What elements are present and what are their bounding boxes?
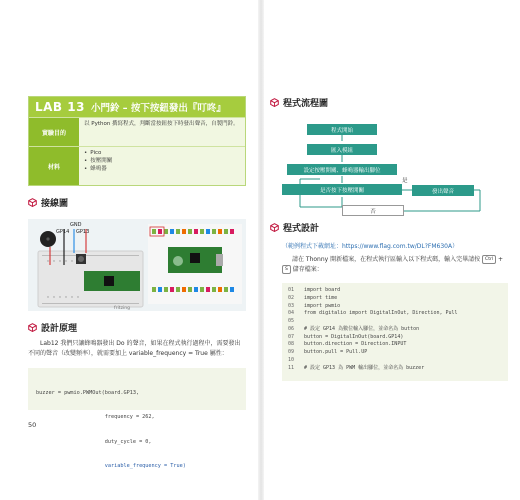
line-number: 08 [288, 341, 295, 348]
material-item: • Pico [84, 150, 240, 158]
design-title: 程式設計 [283, 224, 320, 234]
line-text: button = DigitalInOut(board.GP14) [304, 333, 404, 340]
lab-title-bar [29, 97, 245, 117]
line-number: 09 [288, 349, 295, 355]
code-row [288, 287, 502, 295]
line-number: 04 [288, 310, 295, 317]
lab-goal-text: 以 Python 撰寫程式，判斷當按鈕按下時發出聲音，自製門鈴。 [79, 118, 245, 146]
flow-node-sound: 發出聲音 [412, 185, 474, 196]
code-row [288, 318, 502, 326]
instruction-text: 請在 Thonny 開新檔案，在程式執行區輸入以下程式碼，輸入完畢請按 [292, 256, 481, 263]
material-item: • 按壓開關 [84, 158, 240, 166]
flow-node-decision: 是否按下按壓開關 [282, 184, 402, 195]
line-number: 01 [288, 287, 295, 293]
code-row [288, 310, 502, 318]
line-text: # 設定 GP14 為數位輸入腳位，並命名為 button [304, 325, 420, 332]
key-ctrl: Ctrl [482, 255, 496, 264]
lab-materials-row [29, 146, 245, 185]
code-row [288, 357, 502, 365]
wiring-title: 接線圖 [41, 199, 69, 209]
key-plus: + [497, 256, 504, 263]
flow-yes-label: 是 [402, 178, 408, 184]
line-number: 05 [288, 318, 295, 324]
cube-icon [270, 223, 279, 232]
line-number: 10 [288, 356, 295, 363]
code-line: variable_frequency = True) [36, 462, 186, 469]
principle-title: 設計原理 [41, 324, 78, 334]
wiring-diagram [28, 219, 246, 311]
design-section-title [270, 221, 319, 234]
lab-goal-label: 實驗目的 [29, 118, 79, 146]
code-line: buzzer = pwmio.PWMOut(board.GP13, [36, 390, 140, 397]
cube-icon [28, 323, 37, 332]
line-text: import pwmio [304, 302, 341, 309]
code-row [288, 326, 502, 334]
flow-node-start: 程式開始 [307, 124, 377, 135]
cube-icon [270, 98, 279, 107]
code-row [288, 334, 502, 342]
flowchart [280, 115, 510, 215]
principle-section-title [28, 321, 77, 334]
material-item: • 蜂鳴器 [84, 166, 240, 174]
key-s: S [282, 265, 291, 274]
fritzing-label: fritzing [114, 306, 131, 311]
save-text: 儲存檔案： [292, 265, 323, 273]
lab-name: 小門鈴 – 按下按鈕發出『叮咚』 [90, 103, 226, 114]
line-number: 07 [288, 333, 295, 340]
line-text: button.direction = Direction.INPUT [304, 341, 407, 348]
line-number: 03 [288, 302, 295, 309]
line-text: import time [304, 294, 338, 301]
line-text: from digitalio import DigitalInOut, Direction, Pull [304, 310, 458, 317]
lab-number: LAB 13 [35, 100, 85, 114]
code-row [288, 349, 502, 357]
flow-node-setup: 設定按壓開關、蜂鳴器輸出腳位 [287, 164, 397, 175]
page-number: 50 [28, 421, 37, 429]
lab-card [28, 96, 246, 186]
code-row [288, 341, 502, 349]
code-row [288, 365, 502, 373]
code-row [288, 295, 502, 303]
line-text: button.pull = Pull.UP [304, 349, 368, 355]
instruction-paragraph [282, 255, 507, 274]
line-number: 06 [288, 325, 295, 332]
label-gp14: GP14 [56, 229, 70, 235]
principle-paragraph: Lab12 我們只讓蜂鳴器發出 Do 的聲音，如果在程式執行過程中，需要發出不同的聲音（改變頻率），就需要加上 variable_frequency = True 屬性： [28, 340, 241, 357]
flowchart-section-title [270, 96, 328, 109]
code-row [288, 303, 502, 311]
flow-no-box: 否 [342, 205, 404, 216]
code-line: duty_cycle = 0, [36, 438, 152, 445]
line-text: import board [304, 287, 341, 293]
download-url-line[interactable]: （範例程式下載網址：https://www.flag.com.tw/DL?FM630A） [282, 243, 459, 250]
cube-icon [28, 198, 37, 207]
code-line: frequency = 262, [36, 414, 155, 421]
wiring-section-title [28, 196, 68, 209]
wiring-illustration [28, 219, 246, 311]
line-number: 02 [288, 294, 295, 301]
line-text: # 設定 GP13 為 PWM 輸出腳位，並命名為 buzzer [304, 364, 425, 371]
lab-materials-list [79, 147, 245, 185]
flow-node-import: 匯入模組 [307, 144, 377, 155]
line-number: 11 [288, 364, 295, 371]
program-code-block [282, 283, 508, 381]
flowchart-title: 程式流程圖 [283, 99, 329, 109]
lab-materials-label: 材料 [29, 147, 79, 185]
label-gp13: GP13 [76, 229, 90, 235]
right-page [262, 0, 520, 500]
label-gnd: GND [70, 222, 82, 228]
lab-goal-row [29, 117, 245, 146]
